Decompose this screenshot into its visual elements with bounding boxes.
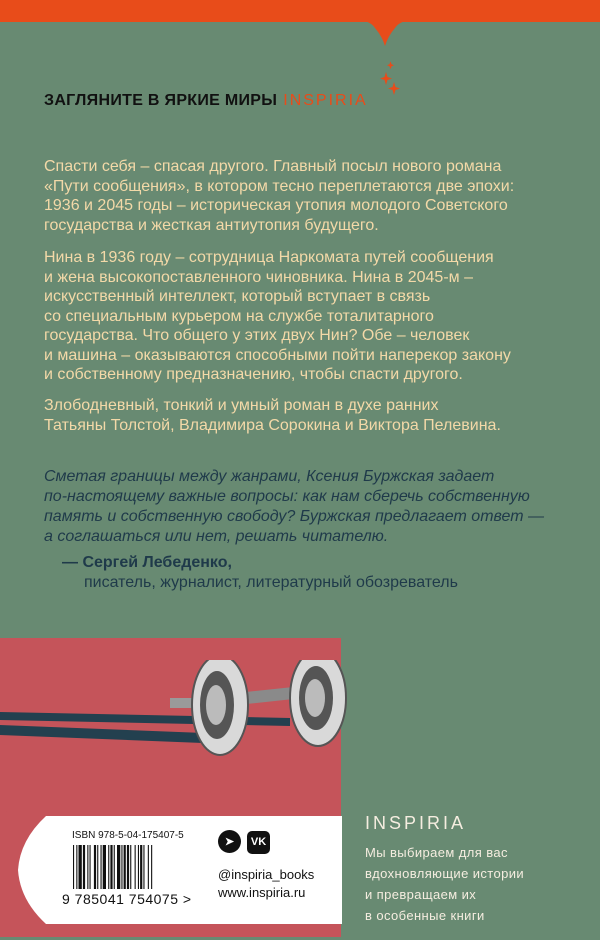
text-line: Спасти себя – спасая другого. Главный посыл нового романа xyxy=(44,158,502,175)
tagline-line: и превращаем их xyxy=(365,887,477,902)
barcode-bar xyxy=(87,845,88,889)
barcode-bar xyxy=(110,845,112,889)
quote-attribution xyxy=(62,553,458,593)
text-line: «Пути сообщения», в котором тесно переплетаются две эпохи: xyxy=(44,177,515,195)
barcode-bar xyxy=(151,845,152,889)
barcode-bar xyxy=(148,845,149,889)
barcode-bar xyxy=(138,845,139,889)
social-handle[interactable]: @inspiria_books xyxy=(218,867,315,882)
text-line: и жена высокопоставленного чиновника. Нина в 2045-м – xyxy=(44,268,473,286)
barcode-bar xyxy=(140,845,142,889)
barcode-bar xyxy=(76,845,77,889)
quote-line: память и собственную свободу? Буржская предлагает ответ — xyxy=(44,508,545,525)
quote-line: по-настоящему важные вопросы: как нам сберечь собственную xyxy=(44,488,530,505)
quote-line: а соглашаться или нет, решать читателю. xyxy=(44,528,389,545)
barcode-bar xyxy=(101,845,102,889)
publisher-brand: INSPIRIA xyxy=(365,813,467,833)
text-line: Злободневный, тонкий и умный роман в духе ранних xyxy=(44,397,439,414)
panel-cutout-decoration xyxy=(0,800,60,940)
description-paragraph-3 xyxy=(44,396,501,435)
barcode-bar xyxy=(124,845,126,889)
text-line: и собственному предназначению, чтобы спасти другого. xyxy=(44,366,463,383)
barcode-bar xyxy=(79,845,82,889)
tagline-line: вдохновляющие истории xyxy=(365,866,525,881)
slogan-text: ЗАГЛЯНИТЕ В ЯРКИЕ МИРЫ xyxy=(44,92,278,109)
social-icons xyxy=(218,830,276,854)
barcode-bar xyxy=(127,845,129,889)
review-quote xyxy=(44,467,544,547)
sparkle-stars-icon xyxy=(378,60,408,100)
barcode-bar xyxy=(108,845,109,889)
drop-notch-decoration xyxy=(355,20,415,50)
barcode-bar xyxy=(103,845,106,889)
text-line: Татьяны Толстой, Владимира Сорокина и Виктора Пелевина. xyxy=(44,416,501,434)
barcode-bar xyxy=(121,845,122,889)
barcode-bar xyxy=(94,845,96,889)
vk-icon[interactable]: VK xyxy=(247,831,270,854)
text-line: и машина – оказываются способными пойти наперекор закону xyxy=(44,346,511,364)
author-role: писатель, журналист, литературный обозреватель xyxy=(84,574,458,591)
text-line: 1936 и 2045 годы – историческая утопия молодого Советского xyxy=(44,197,508,214)
publisher-tagline xyxy=(365,842,524,926)
slogan-brand: INSPIRIA xyxy=(283,92,368,109)
description-paragraph-1 xyxy=(44,157,514,235)
barcode-bar xyxy=(117,845,120,889)
website-link[interactable]: www.inspiria.ru xyxy=(218,885,306,900)
author-name: — Сергей Лебеденко, xyxy=(62,554,232,571)
isbn-label: ISBN 978-5-04-175407-5 xyxy=(72,830,184,841)
series-slogan xyxy=(44,92,368,110)
barcode-bar xyxy=(130,845,131,889)
barcode-image xyxy=(73,845,189,889)
barcode-bar xyxy=(114,845,115,889)
barcode-bar xyxy=(135,845,136,889)
text-line: государства. Что общего у этих двух Нин? Обе – человек xyxy=(44,327,470,344)
social-links xyxy=(218,866,314,902)
text-line: государства и жесткая антиутопия будущего. xyxy=(44,216,379,234)
top-orange-band xyxy=(0,0,600,22)
tagline-line: Мы выбираем для вас xyxy=(365,845,508,860)
barcode-digits: 9 785041 754075 > xyxy=(62,891,192,907)
barcode-bar xyxy=(143,845,144,889)
quote-line: Сметая границы между жанрами, Ксения Буржская задает xyxy=(44,468,495,485)
text-line: искусственный интеллект, который вступает в связь xyxy=(44,288,431,305)
text-line: Нина в 1936 году – сотрудница Наркомата путей сообщения xyxy=(44,249,494,266)
barcode-bar xyxy=(73,845,74,889)
barcode-bar xyxy=(97,845,98,889)
text-line: со специальным курьером на службе тоталитарного xyxy=(44,307,434,325)
barbell-illustration xyxy=(0,660,400,770)
description-paragraph-2 xyxy=(44,248,511,385)
telegram-icon[interactable]: ➤ xyxy=(218,830,241,853)
barcode-bar xyxy=(83,845,85,889)
tagline-line: в особенные книги xyxy=(365,908,485,923)
barcode-bar xyxy=(90,845,91,889)
